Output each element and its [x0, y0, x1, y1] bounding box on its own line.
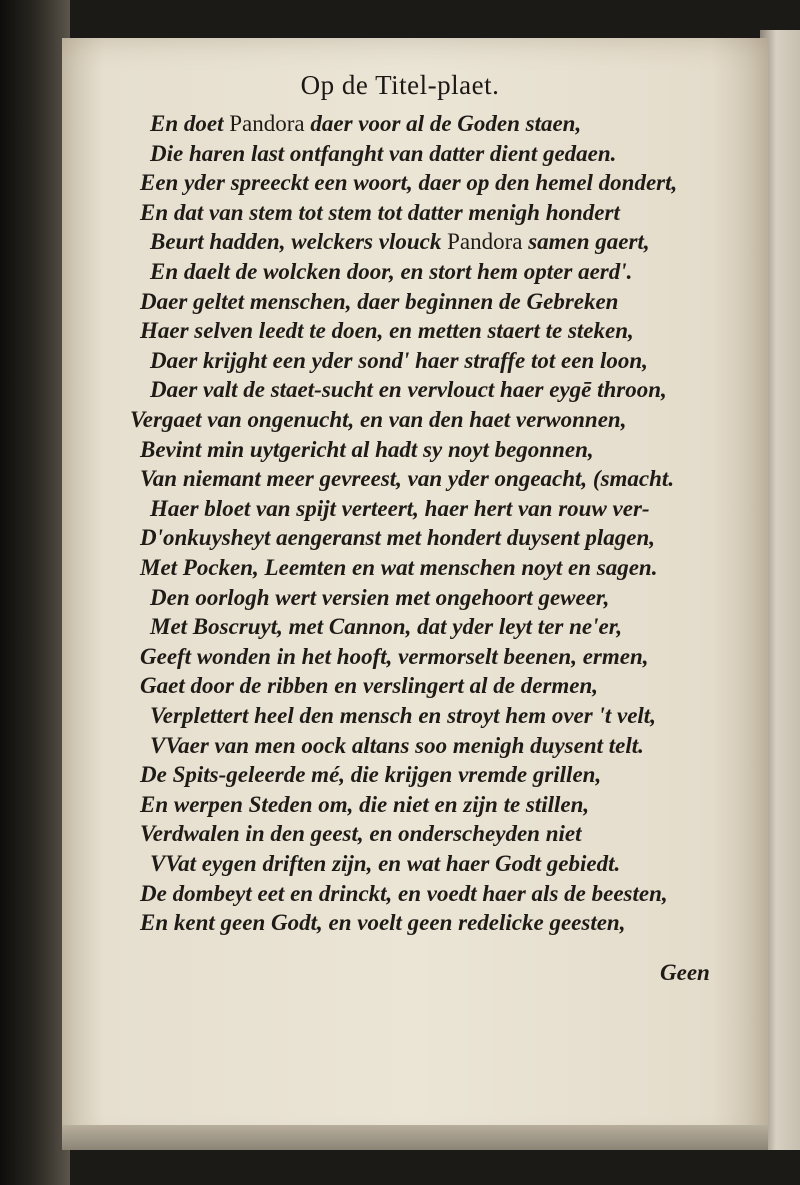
poem-line [140, 909, 625, 937]
poem-line [150, 495, 650, 523]
catchword: Geen [660, 960, 710, 985]
poem-line [150, 228, 650, 256]
poem-line [140, 317, 634, 345]
poem-line [150, 850, 620, 878]
poem-line-text: VVat eygen driften zijn, en wat haer Godt gebiedt. [150, 851, 621, 876]
poem-line-text: Met Pocken, Leemten en wat menschen noyt en sagen. [140, 555, 658, 580]
poem-line-text: Een yder spreeckt een woort, daer op den hemel dondert, [140, 170, 678, 196]
poem-line [140, 199, 620, 227]
poem-line [140, 672, 598, 700]
poem-line [140, 169, 677, 197]
poem-line-text: De dombeyt eet en drinckt, en voedt haer als de beesten, [140, 880, 668, 906]
poem-line-name: Pandora [447, 229, 523, 255]
poem-line [150, 258, 632, 286]
poem-line [140, 643, 649, 671]
poem-line-text: Haer selven leedt te doen, en metten staert te steken, [140, 318, 634, 344]
poem-line-text: De Spits-geleerde mé, die krijgen vremde grillen, [140, 762, 602, 788]
poem-line-text: Geeft wonden in het hooft, vermorselt beenen, ermen, [140, 643, 649, 669]
book-spine [0, 0, 70, 1185]
poem-line [140, 554, 657, 582]
poem-line [140, 820, 581, 848]
poem-line-name: Pandora [229, 111, 305, 136]
poem-line [150, 347, 648, 375]
poem-line [150, 584, 609, 612]
poem-line-text: Bevint min uytgericht al hadt sy noyt begonnen, [140, 436, 594, 462]
poem-line-text: En doet [150, 111, 230, 136]
poem-line-text: Vergaet van ongenucht, en van den haet verwonnen, [130, 407, 627, 432]
poem-line-text: Daer geltet menschen, daer beginnen de Gebreken [140, 288, 619, 314]
poem-line [140, 465, 674, 493]
poem-line-text: Daer valt de staet-sucht en vervlouct haer eygē throon, [150, 377, 667, 403]
poem-line-text: En daelt de wolcken door, en stort hem opter aerd'. [150, 259, 633, 284]
poem-line [130, 406, 626, 434]
poem-line [150, 613, 622, 641]
poem-line [140, 761, 601, 789]
poem-line [150, 732, 644, 760]
poem-line-text: Met Boscruyt, met Cannon, dat yder leyt ter ne'er, [150, 614, 623, 640]
poem-line-text: Verplettert heel den mensch en stroyt hem over 't velt, [150, 703, 656, 728]
poem-line-text: Haer bloet van spijt verteert, haer hert van rouw ver- [150, 495, 650, 521]
poem-line-text: En werpen Steden om, die niet en zijn te stillen, [140, 791, 590, 817]
poem-line-text: samen gaert, [522, 229, 650, 255]
poem-line-text: Daer krijght een yder sond' haer straffe tot een loon, [150, 347, 648, 373]
poem-line-text: D'onkuysheyt aengeranst met hondert duysent plagen, [140, 525, 655, 551]
poem-line-text: Den oorlogh wert versien met ongehoort geweer, [150, 584, 610, 610]
poem-line-text: En kent geen Godt, en voelt geen redelicke geesten, [140, 910, 626, 936]
poem-line [140, 288, 618, 316]
poem-line-text: Beurt hadden, welckers vlouck [150, 229, 448, 255]
poem-line-text: En dat van stem tot stem tot datter menigh hondert [140, 199, 620, 225]
poem-line [140, 880, 668, 908]
poem-line [150, 110, 581, 138]
poem-line [140, 524, 655, 552]
page-bottom-edge [62, 1125, 768, 1150]
poem-line-text: Die haren last ontfanght van datter dient gedaen. [150, 140, 617, 166]
poem-line [140, 791, 589, 819]
page-heading: Op de Titel-plaet. [300, 70, 500, 100]
poem-line [150, 140, 616, 168]
poem-line-text: Van niemant meer gevreest, van yder ongeacht, (smacht. [140, 466, 675, 492]
poem-line [140, 436, 594, 464]
poem-line [150, 376, 667, 404]
poem-line-text: VVaer van men oock altans soo menigh duysent telt. [150, 732, 644, 758]
poem-line [150, 702, 656, 730]
poem-line-text: Verdwalen in den geest, en onderscheyden niet [140, 821, 582, 847]
poem-line-text: Gaet door de ribben en verslingert al de dermen, [140, 673, 599, 699]
poem-line-text: daer voor al de Goden staen, [304, 111, 582, 136]
